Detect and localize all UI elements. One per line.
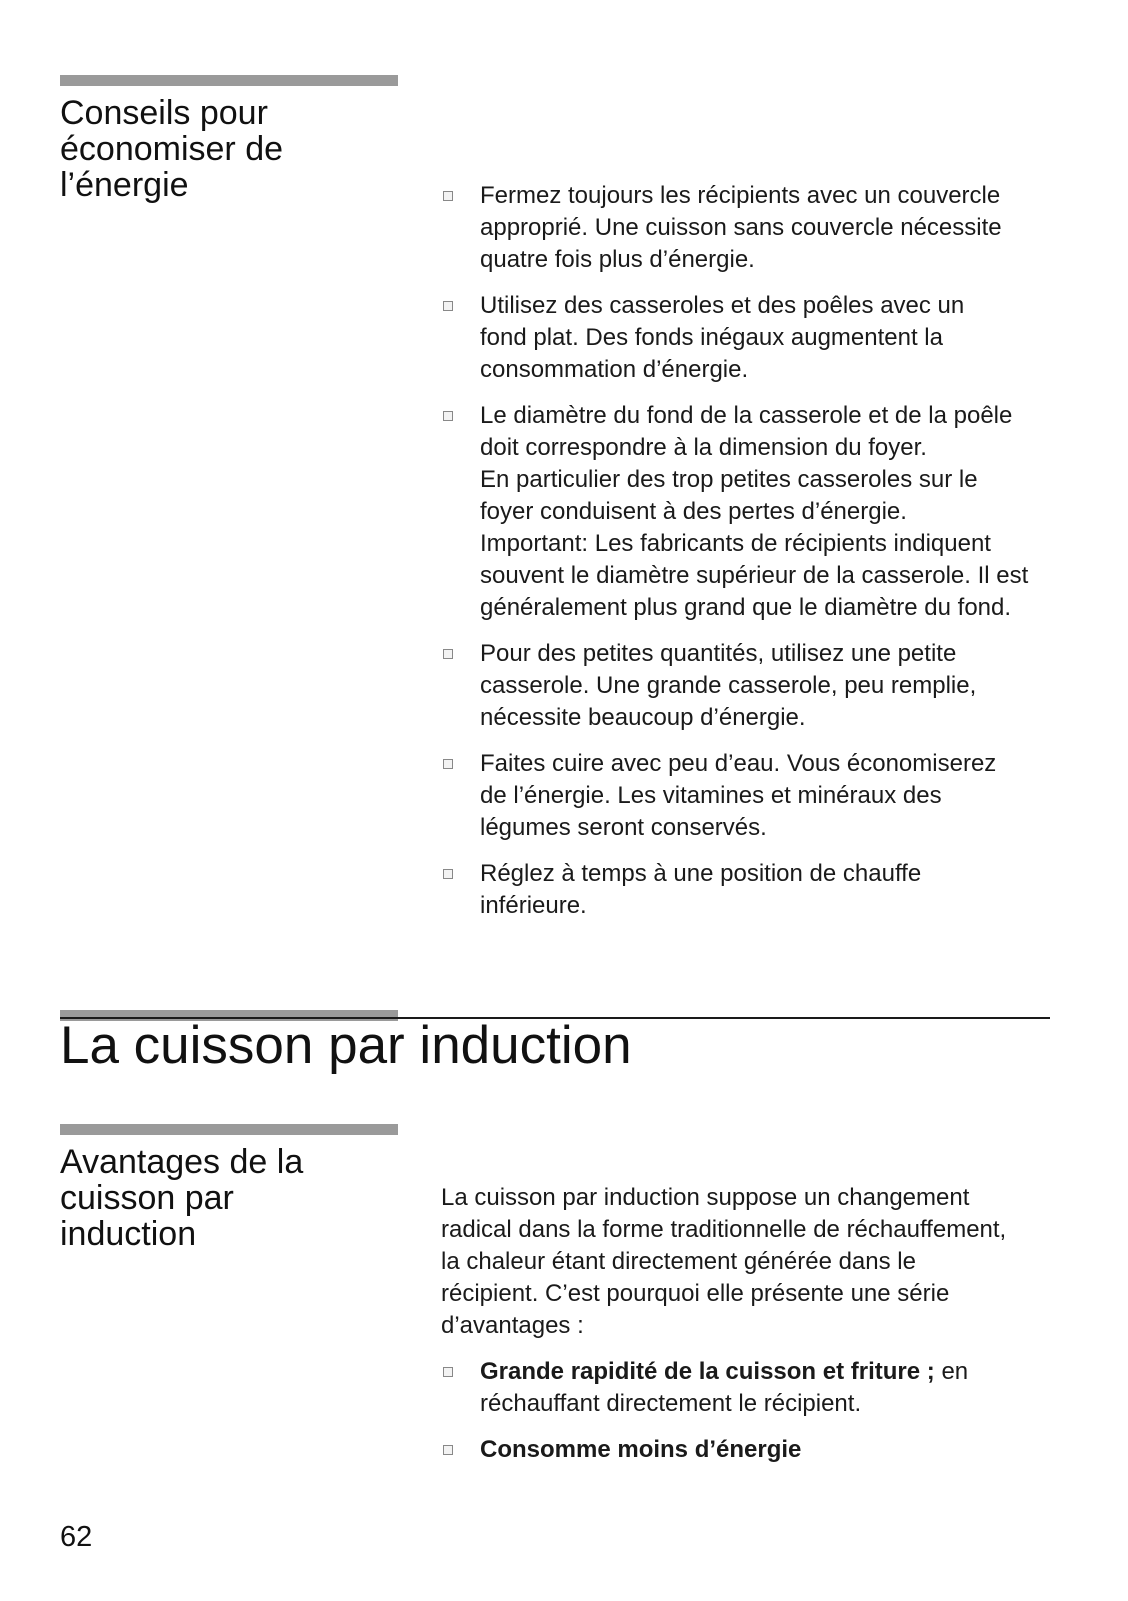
text-line: consommation d’énergie. <box>480 356 749 383</box>
text-line: Important: Les fabricants de récipients indiquent <box>480 530 991 557</box>
text-line: foyer conduisent à des pertes d’énergie. <box>480 498 907 525</box>
text-line: approprié. Une cuisson sans couvercle nécessite <box>480 214 1002 241</box>
text-line: fond plat. Des fonds inégaux augmentent la <box>480 324 943 351</box>
text-line: d’avantages : <box>441 1312 584 1339</box>
text-line: Le diamètre du fond de la casserole et de la poêle <box>480 402 1013 429</box>
advantage-title: Grande rapidité de la cuisson et friture ; <box>480 1358 935 1385</box>
text-line: Fermez toujours les récipients avec un couvercle <box>480 182 1001 209</box>
text-line: casserole. Une grande casserole, peu remplie, <box>480 672 977 699</box>
advantages-list <box>441 1356 1071 1466</box>
text-line: radical dans la forme traditionnelle de réchauffement, <box>441 1216 1007 1243</box>
heading-line: cuisson par <box>60 1179 234 1217</box>
text-line: légumes seront conservés. <box>480 814 767 841</box>
text-line: récipient. C’est pourquoi elle présente une série <box>441 1280 950 1307</box>
text-line: réchauffant directement le récipient. <box>480 1390 862 1417</box>
text-line: Réglez à temps à une position de chauffe <box>480 860 922 887</box>
intro-paragraph <box>441 1182 1071 1342</box>
square-bullet-icon <box>443 1367 453 1377</box>
heading-line: Avantages de la <box>60 1143 304 1181</box>
text-line: Pour des petites quantités, utilisez une petite <box>480 640 957 667</box>
list-item <box>441 180 1071 276</box>
text-line: Faites cuire avec peu d’eau. Vous économiserez <box>480 750 997 777</box>
heading-line: induction <box>60 1215 197 1253</box>
section-heading-energy-tips <box>60 95 360 203</box>
text-line: Utilisez des casseroles et des poêles avec un <box>480 292 965 319</box>
text-line: la chaleur étant directement générée dans le <box>441 1248 916 1275</box>
chapter-title: La cuisson par induction <box>60 1016 632 1075</box>
list-item <box>441 400 1071 624</box>
list-item <box>441 290 1071 386</box>
square-bullet-icon <box>443 869 453 879</box>
square-bullet-icon <box>443 411 453 421</box>
square-bullet-icon <box>443 191 453 201</box>
text-line: quatre fois plus d’énergie. <box>480 246 755 273</box>
square-bullet-icon <box>443 301 453 311</box>
text-line: inférieure. <box>480 892 587 919</box>
square-bullet-icon <box>443 759 453 769</box>
text-line: En particulier des trop petites casseroles sur le <box>480 466 978 493</box>
heading-line: l’énergie <box>60 166 189 204</box>
square-bullet-icon <box>443 649 453 659</box>
heading-line: Conseils pour <box>60 94 268 132</box>
text-line: généralement plus grand que le diamètre du fond. <box>480 594 1012 621</box>
induction-advantages-column <box>441 1182 1071 1480</box>
text-line: de l’énergie. Les vitamines et minéraux des <box>480 782 942 809</box>
advantage-title: Consomme moins d’énergie <box>480 1436 802 1463</box>
square-bullet-icon <box>443 1445 453 1455</box>
list-item <box>441 1356 1071 1420</box>
text-line: souvent le diamètre supérieur de la casserole. Il est <box>480 562 1029 589</box>
section-heading-induction-advantages <box>60 1144 360 1252</box>
text-line: doit correspondre à la dimension du foyer. <box>480 434 927 461</box>
text-line: La cuisson par induction suppose un changement <box>441 1184 970 1211</box>
section-rule-bar <box>60 1124 398 1135</box>
energy-tips-column <box>441 180 1071 936</box>
energy-tips-list <box>441 180 1071 922</box>
list-item <box>441 638 1071 734</box>
section-rule-bar <box>60 75 398 86</box>
page-number: 62 <box>60 1521 93 1553</box>
advantage-text: en <box>934 1358 969 1385</box>
list-item <box>441 858 1071 922</box>
text-line: nécessite beaucoup d’énergie. <box>480 704 806 731</box>
text-line <box>480 1356 1071 1388</box>
list-item <box>441 1434 1071 1466</box>
list-item <box>441 748 1071 844</box>
heading-line: économiser de <box>60 130 284 168</box>
